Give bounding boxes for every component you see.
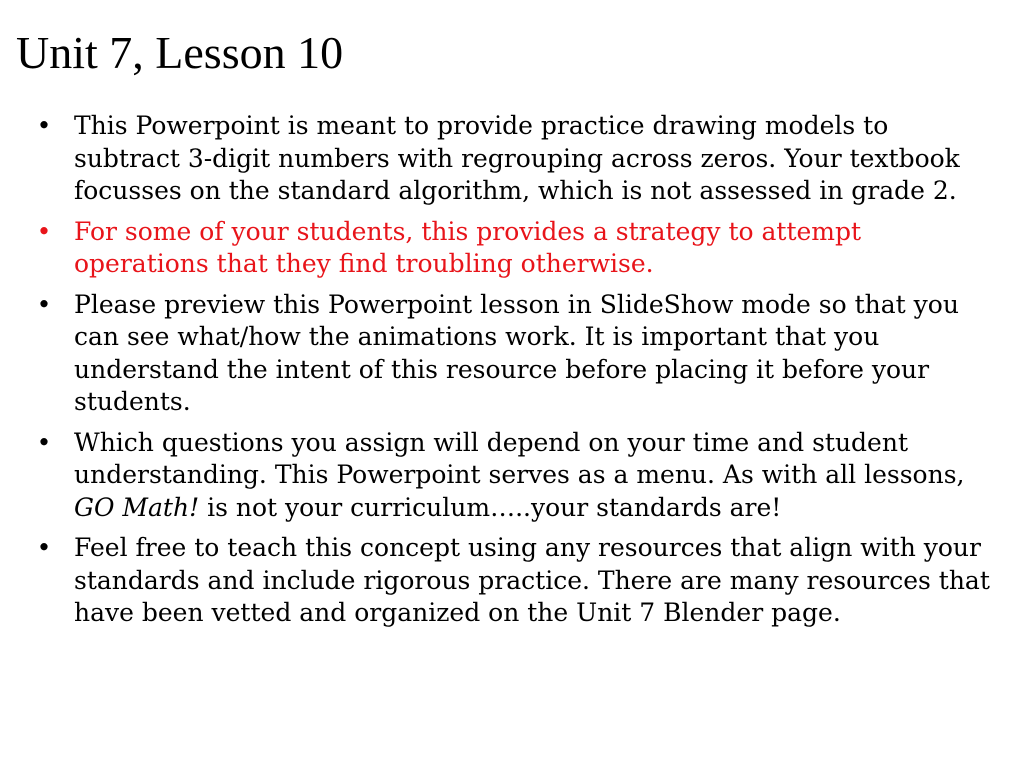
bullet-dot: • — [36, 289, 52, 319]
bullet-text: Please preview this Powerpoint lesson in SlideShow mode so that you can see what/how the animations work. It is important that you understand the intent of this resource before placing it before your students. — [74, 289, 959, 416]
bullet-item-2 — [0, 216, 1000, 281]
bullet-text-pre: Which questions you assign will depend on your time and student understanding. This Powerpoint serves as a menu. As with all lessons, — [74, 427, 965, 489]
bullet-text-post: is not your curriculum…..your standards are! — [199, 492, 782, 522]
bullet-list — [0, 110, 1000, 638]
bullet-text: Feel free to teach this concept using any resources that align with your standards and include rigorous practice. There are many resources that have been vetted and organized on the Unit 7 Blender page. — [74, 533, 990, 627]
bullet-dot: • — [36, 111, 52, 140]
go-math-emphasis: GO Math! — [74, 492, 200, 522]
bullet-item-4 — [0, 427, 1000, 525]
bullet-text: For some of your students, this provides a strategy to attempt operations that they find troubling otherwise. — [74, 216, 862, 278]
slide-title: Unit 7, Lesson 10 — [16, 27, 344, 78]
bullet-item-3 — [0, 289, 1000, 419]
bullet-dot: • — [36, 216, 52, 246]
bullet-item-1 — [0, 110, 1000, 208]
bullet-dot: • — [36, 427, 52, 457]
bullet-dot: • — [36, 533, 52, 562]
bullet-item-5 — [0, 532, 1000, 630]
bullet-text: This Powerpoint is meant to provide practice drawing models to subtract 3-digit numbers with regrouping across zeros. Your textbook focusses on the standard algorithm, which is not assessed in grade 2. — [74, 111, 960, 205]
